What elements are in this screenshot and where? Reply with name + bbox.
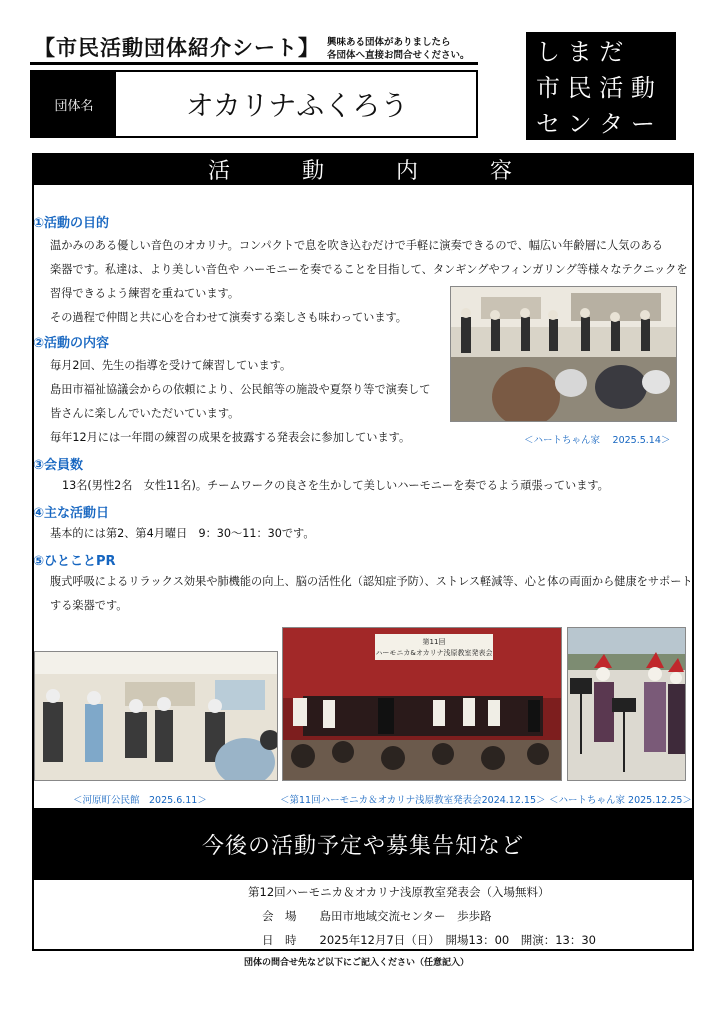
notice-line-1: 興味ある団体がありましたら [327,37,451,48]
recital-banner-line-2: ハーモニカ&オカリナ浅原教室発表会 [375,649,493,657]
practice-photo-image [451,287,677,422]
schedule-text: 基本的には第2、第4月曜日 9：30～11：30です。 [50,527,315,540]
schedule-heading: ④主な活動日 [33,506,110,521]
event-venue: 会 場 島田市地域交流センター 歩歩路 [262,909,492,923]
event-datetime: 日 時 2025年12月7日（日） 開場13：00 開演：13：30 [262,933,596,947]
logo-line-2: 市 民 活 動 [536,74,655,102]
community-hall-photo [34,651,278,781]
purpose-line: その過程で仲間と共に心を合わせて演奏する楽しさも味わっています。 [50,311,407,324]
recital-caption: ＜第11回ハーモニカ＆オカリナ浅原教室発表会2024.12.15＞ [280,795,546,806]
practice-photo [450,286,677,422]
recital-photo-image [283,628,562,781]
logo-line-3: セ ン タ ー [536,110,655,138]
shimada-center-logo [526,32,676,140]
section-title-char: 内 [395,158,424,184]
logo-line-1: し ま だ [536,38,624,66]
recital-banner-line-1: 第11回 [422,638,446,646]
notice-line-2: 各団体へ直接お問合せください。 [327,50,470,61]
christmas-caption: ＜ハートちゃん家 2025.12.25＞ [549,795,692,806]
inquiry-notice [327,36,470,62]
top-photo-caption: ＜ハートちゃん家 2025.5.14＞ [524,435,671,446]
christmas-photo-image [568,628,686,781]
content-line: 毎年12月には一年間の練習の成果を披露する発表会に参加しています。 [50,431,411,444]
event-title: 第12回ハーモニカ＆オカリナ浅原教室発表会（入場無料） [248,885,550,899]
group-name-label: 団体名 [32,72,116,136]
pr-heading: ⑤ひとことPR [33,554,116,569]
content-line: 毎月2回、先生の指導を受けて練習しています。 [50,359,292,372]
members-heading: ③会員数 [33,458,84,473]
community-hall-photo-image [35,652,278,781]
purpose-line: 温かみのある優しい音色のオカリナ。コンパクトで息を吹き込むだけで手軽に演奏できるので、幅広い年齢層に人気のある [50,239,663,252]
content-line: 島田市福祉協議会からの依頼により、公民館等の施設や夏祭り等で演奏して [50,383,431,396]
recital-photo [282,627,562,781]
sheet-title: 【市民活動団体紹介シート】 [34,36,320,60]
future-activities-header: 今後の活動予定や募集告知など [32,808,694,880]
christmas-photo [567,627,686,781]
title-underline [30,62,478,65]
section-title-char: 動 [301,158,330,184]
pr-line: する楽器です。 [50,599,128,612]
purpose-heading: ①活動の目的 [33,216,110,231]
activity-content-header [32,153,694,185]
purpose-line: 楽器です。私達は、より美しい音色や ハーモニーを奏でることを目指して、タンギングやフィンガリング等様々なテクニックを [50,263,688,276]
members-text: 13名(男性2名 女性11名)。チームワークの良さを生かして美しいハーモニーを奏でるよう頑張っています。 [62,479,609,492]
section-title-char: 容 [489,158,518,184]
section-title-char: 活 [207,158,236,184]
pr-line: 腹式呼吸によるリラックス効果や肺機能の向上、脳の活性化（認知症予防）、ストレス軽減等、心と体の両面から健康をサポート [50,575,693,588]
content-heading: ②活動の内容 [33,336,110,351]
purpose-line: 習得できるよう練習を重ねています。 [50,287,240,300]
community-hall-caption: ＜河原町公民館 2025.6.11＞ [73,795,207,806]
content-line: 皆さんに楽しんでいただいています。 [50,407,240,420]
footer-note: 団体の問合せ先など以下にご記入ください（任意記入） [244,958,470,968]
group-name: オカリナふくろう [185,89,409,122]
